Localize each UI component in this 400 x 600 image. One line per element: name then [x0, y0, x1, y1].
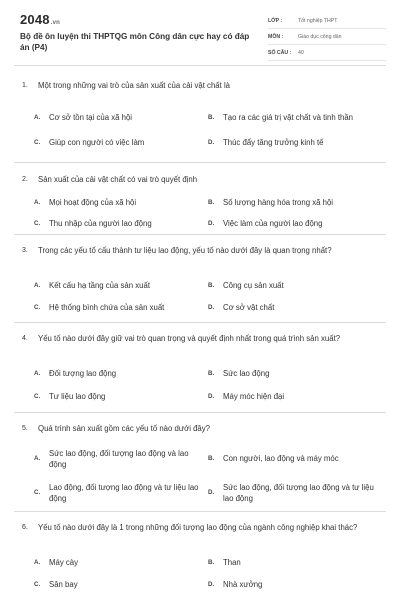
option-text: Lao động, đối tượng lao động và tư liệu lao động	[49, 482, 199, 503]
question-stem	[20, 172, 380, 192]
option-letter: C.	[34, 303, 41, 311]
question-item	[14, 235, 386, 323]
option-text: Con người, lao động và máy móc	[223, 454, 339, 463]
question-number: 5.	[22, 425, 28, 432]
question-item	[14, 512, 386, 592]
option-text: Sức lao động	[223, 369, 270, 378]
answer-option[interactable]	[34, 296, 208, 318]
meta-key: LỚP :	[268, 18, 283, 24]
option-text: Than	[223, 557, 241, 567]
meta-key: MÔN :	[268, 34, 284, 40]
answer-options	[20, 274, 380, 318]
answer-option[interactable]	[208, 441, 382, 476]
question-item	[14, 413, 386, 512]
question-number: 6.	[22, 524, 28, 531]
answer-option[interactable]	[208, 476, 382, 509]
site-logo[interactable]	[20, 12, 60, 27]
meta-row-class	[268, 14, 386, 29]
answer-option[interactable]	[34, 573, 208, 595]
option-text: Sức lao động, đối tượng lao động và tư liệu lao động	[223, 482, 374, 503]
option-text: Việc làm của người lao động	[223, 219, 323, 228]
option-letter: D.	[208, 489, 215, 496]
question-text: Sản xuất của cải vật chất có vai trò quyết định	[38, 175, 198, 184]
option-text: Số lượng hàng hóa trong xã hội	[223, 198, 334, 207]
option-text: Sức lao động, đối tượng lao động và lao động	[49, 448, 189, 469]
answer-options	[20, 441, 380, 509]
option-letter: C.	[34, 580, 41, 588]
option-letter: C.	[34, 393, 41, 400]
question-number: 2.	[22, 176, 28, 183]
option-text: Công cụ sản xuất	[223, 280, 284, 290]
question-text: Yếu tố nào dưới đây giữ vai trò quan trọng và quyết định nhất trong quá trình sản xuất?	[38, 334, 341, 343]
answer-option[interactable]	[208, 274, 382, 296]
option-letter: A.	[34, 370, 41, 377]
option-text: Thúc đẩy tăng trưởng kinh tế	[223, 138, 324, 147]
option-letter: B.	[208, 281, 215, 289]
logo-text: 2048	[20, 12, 50, 27]
option-text: Mọi hoạt động của xã hội	[49, 198, 137, 207]
option-letter: B.	[208, 455, 215, 462]
answer-option[interactable]	[34, 362, 208, 385]
question-list	[14, 66, 386, 592]
option-text: Cơ sở vật chất	[223, 302, 275, 312]
option-letter: B.	[208, 199, 215, 206]
answer-option[interactable]	[34, 476, 208, 509]
answer-option[interactable]	[34, 441, 208, 476]
answer-option[interactable]	[34, 274, 208, 296]
option-letter: A.	[34, 113, 41, 121]
answer-option[interactable]	[208, 385, 382, 408]
answer-option[interactable]	[34, 385, 208, 408]
question-stem	[20, 78, 380, 103]
meta-value: Tốt nghiệp THPT	[298, 18, 338, 24]
option-text: Máy móc hiện đại	[223, 392, 285, 401]
question-stem	[20, 421, 380, 441]
option-text: Nhà xưởng	[223, 579, 263, 589]
answer-option[interactable]	[208, 362, 382, 385]
question-number: 1.	[22, 82, 28, 89]
answer-options	[20, 103, 380, 154]
answer-options	[20, 192, 380, 234]
answer-option[interactable]	[208, 192, 382, 213]
answer-options	[20, 551, 380, 595]
answer-option[interactable]	[34, 192, 208, 213]
option-letter: D.	[208, 393, 215, 400]
meta-key: SỐ CÂU :	[268, 50, 292, 56]
option-text: Tư liệu lao động	[49, 392, 106, 401]
option-text: Giúp con người có việc làm	[49, 138, 145, 147]
answer-option[interactable]	[208, 213, 382, 234]
question-text: Trong các yếu tố cấu thành tư liệu lao động, yếu tố nào dưới đây là quan trọng nhất?	[38, 246, 332, 255]
answer-options	[20, 362, 380, 408]
question-stem	[20, 243, 380, 274]
document-meta	[268, 14, 386, 61]
document-title: Bộ đề ôn luyện thi THPTQG môn Công dân cực hay có đáp án (P4)	[20, 32, 250, 52]
question-number: 3.	[22, 247, 28, 254]
question-item	[14, 78, 386, 163]
option-letter: B.	[208, 370, 215, 377]
option-letter: D.	[208, 580, 215, 588]
answer-option[interactable]	[208, 131, 382, 154]
option-letter: C.	[34, 220, 41, 227]
answer-option[interactable]	[34, 551, 208, 573]
question-stem	[20, 520, 380, 551]
option-letter: A.	[34, 281, 41, 289]
option-text: Máy cày	[49, 557, 79, 567]
question-text: Yếu tố nào dưới đây là 1 trong những đối tượng lao động của ngành công nghiệp khai thác?	[38, 523, 358, 532]
option-text: Kết cấu hạ tầng của sản xuất	[49, 280, 150, 290]
answer-option[interactable]	[208, 296, 382, 318]
option-letter: C.	[34, 139, 41, 146]
option-text: Cơ sở tồn tại của xã hội	[49, 112, 133, 122]
meta-row-count	[268, 46, 386, 61]
logo-suffix: .vn	[50, 20, 61, 26]
question-number: 4.	[22, 335, 28, 342]
option-letter: D.	[208, 220, 215, 227]
answer-option[interactable]	[34, 103, 208, 131]
option-text: Đối tượng lao động	[49, 369, 117, 378]
question-item	[14, 163, 386, 235]
question-text: Quá trình sản xuất gồm các yếu tố nào dưới đây?	[38, 424, 210, 433]
option-letter: D.	[208, 139, 215, 146]
question-text: Một trong những vai trò của sản xuất của cải vật chất là	[38, 81, 231, 90]
option-letter: C.	[34, 489, 41, 496]
option-text: Thu nhập của người lao động	[49, 219, 152, 228]
answer-option[interactable]	[208, 551, 382, 573]
option-letter: B.	[208, 113, 215, 121]
meta-row-subject	[268, 30, 386, 45]
meta-value: 40	[298, 50, 304, 56]
answer-option[interactable]	[34, 131, 208, 154]
option-letter: A.	[34, 199, 41, 206]
option-letter: D.	[208, 303, 215, 311]
answer-option[interactable]	[208, 103, 382, 131]
meta-value: Giáo dục công dân	[298, 34, 342, 40]
option-text: Hệ thống bình chứa của sản xuất	[49, 302, 165, 312]
option-text: Tạo ra các giá trị vật chất và tinh thần	[223, 112, 354, 122]
question-stem	[20, 331, 380, 362]
answer-option[interactable]	[34, 213, 208, 234]
question-item	[14, 323, 386, 413]
option-letter: A.	[34, 455, 41, 462]
option-text: Sân bay	[49, 579, 78, 589]
option-letter: B.	[208, 558, 215, 566]
option-letter: A.	[34, 558, 41, 566]
document-header	[14, 0, 386, 66]
answer-option[interactable]	[208, 573, 382, 595]
